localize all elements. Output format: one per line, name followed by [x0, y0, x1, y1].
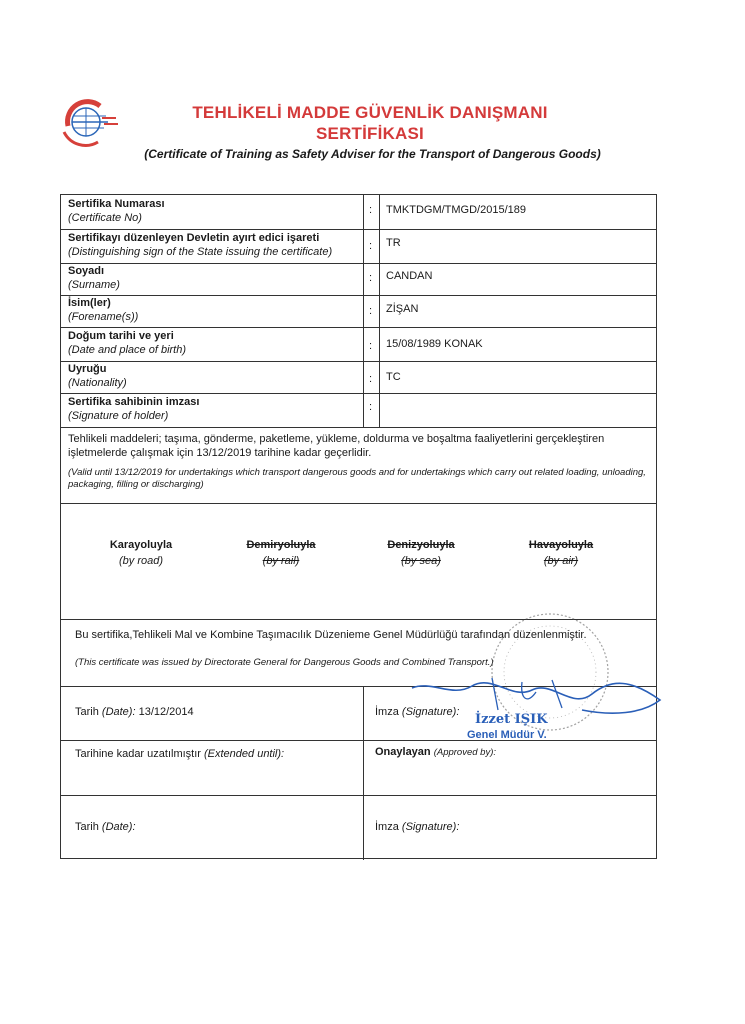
approved-label: Onaylayan: [375, 746, 431, 758]
mode-sea-en: (by sea): [401, 555, 441, 567]
field-label-birth: Doğum tarihi ve yeri: [68, 330, 174, 342]
colon: :: [369, 272, 373, 284]
date-label: Tarih: [75, 706, 99, 718]
row-divider: [61, 795, 656, 796]
validity-text-en: (Valid until 13/12/2019 for undertakings which transport dangerous goods and for undertakings which carry out related loading, unloading, packaging, filling or discharging): [68, 467, 646, 490]
row-divider: [61, 740, 656, 741]
mode-rail-name: Demiryoluyla: [246, 539, 316, 551]
date-label-en: (Date):: [101, 706, 136, 718]
last-signature-row: [375, 820, 459, 834]
mode-rail: [221, 539, 341, 567]
row-divider: [61, 229, 656, 230]
field-sub-holder-signature: (Signature of holder): [68, 410, 169, 422]
mode-road: [81, 539, 201, 567]
mode-air-en: (by air): [543, 555, 579, 567]
row-divider: [61, 295, 656, 296]
field-sub-nationality: (Nationality): [68, 377, 127, 389]
row-divider: [61, 327, 656, 328]
field-sub-surname: (Surname): [68, 279, 120, 291]
mode-road-name: Karayoluyla: [109, 539, 173, 551]
issued-text-en: (This certificate was issued by Directorate General for Dangerous Goods and Combined Transport.): [75, 657, 494, 668]
colon: :: [369, 401, 373, 413]
approved-row: [375, 745, 496, 759]
row-divider: [61, 263, 656, 264]
field-label-nationality: Uyruğu: [68, 363, 107, 375]
title-line-1: TEHLİKELİ MADDE GÜVENLİK DANIŞMANI: [192, 103, 548, 122]
field-value-state-sign: TR: [386, 237, 401, 249]
row-divider: [61, 361, 656, 362]
last-signature-label-en: (Signature):: [401, 821, 460, 833]
stamp-name: İzzet IŞIK: [475, 712, 548, 727]
extended-row: [75, 747, 284, 761]
field-value-surname: CANDAN: [386, 270, 433, 282]
field-value-nationality: TC: [386, 371, 401, 383]
column-divider: [363, 686, 364, 860]
last-signature-label: İmza: [375, 821, 399, 833]
field-value-birth: 15/08/1989 KONAK: [386, 338, 483, 350]
row-divider: [61, 503, 656, 504]
row-divider: [61, 393, 656, 394]
mode-sea: [361, 539, 481, 567]
colon: :: [369, 340, 373, 352]
colon: :: [369, 204, 373, 216]
issued-text-tr: Bu sertifika,Tehlikeli Mal ve Kombine Taşımacılık Düzenieme Genel Müdürlüğü tarafından düzenlenmiştir.: [75, 629, 587, 641]
extended-label-en: (Extended until):: [204, 748, 285, 760]
field-sub-state-sign: (Distinguishing sign of the State issuing the certificate): [68, 246, 333, 258]
field-label-state-sign: Sertifikayı düzenleyen Devletin ayırt edici işareti: [68, 232, 320, 244]
subtitle: (Certificate of Training as Safety Adviser for the Transport of Dangerous Goods): [144, 147, 601, 161]
field-sub-certificate-no: (Certificate No): [68, 212, 142, 224]
date-value: 13/12/2014: [138, 706, 194, 718]
certificate-table: [60, 194, 657, 859]
field-label-surname: Soyadı: [68, 265, 105, 277]
field-sub-forenames: (Forename(s)): [68, 311, 139, 323]
field-sub-birth: (Date and place of birth): [68, 344, 187, 356]
mode-rail-en: (by rail): [262, 555, 300, 567]
field-value-certificate-no: TMKTDGM/TMGD/2015/189: [386, 204, 526, 216]
last-date-label-en: (Date):: [101, 821, 136, 833]
last-date-label: Tarih: [75, 821, 99, 833]
field-label-forenames: İsim(ler): [68, 297, 111, 309]
ministry-logo: [58, 96, 120, 148]
title-line-2: SERTİFİKASI: [316, 124, 424, 143]
signature-label-en: (Signature):: [401, 706, 460, 718]
mode-sea-name: Denizyoluyla: [387, 539, 455, 551]
mode-road-en: (by road): [118, 555, 164, 567]
stamp-title: Genel Müdür V.: [467, 729, 547, 741]
field-value-forenames: ZİŞAN: [386, 303, 419, 315]
last-date-row: [75, 820, 136, 834]
date-row: [75, 705, 194, 719]
validity-text-tr: Tehlikeli maddeleri; taşıma, gönderme, paketleme, yükleme, doldurma ve boşaltma faaliyetlerini gerçekleştiren işletmelerde çalışmak için 13/12/2019 tarihine kadar geçerlidir.: [68, 433, 605, 459]
mode-air: [501, 539, 621, 567]
extended-label: Tarihine kadar uzatılmıştır: [75, 748, 201, 760]
field-label-certificate-no: Sertifika Numarası: [68, 198, 165, 210]
signature-label: İmza: [375, 706, 399, 718]
approved-label-en: (Approved by):: [433, 747, 497, 758]
colon: :: [369, 305, 373, 317]
colon: :: [369, 240, 373, 252]
mode-air-name: Havayoluyla: [528, 539, 594, 551]
row-divider: [61, 427, 656, 428]
colon: :: [369, 373, 373, 385]
field-label-holder-signature: Sertifika sahibinin imzası: [68, 396, 200, 408]
